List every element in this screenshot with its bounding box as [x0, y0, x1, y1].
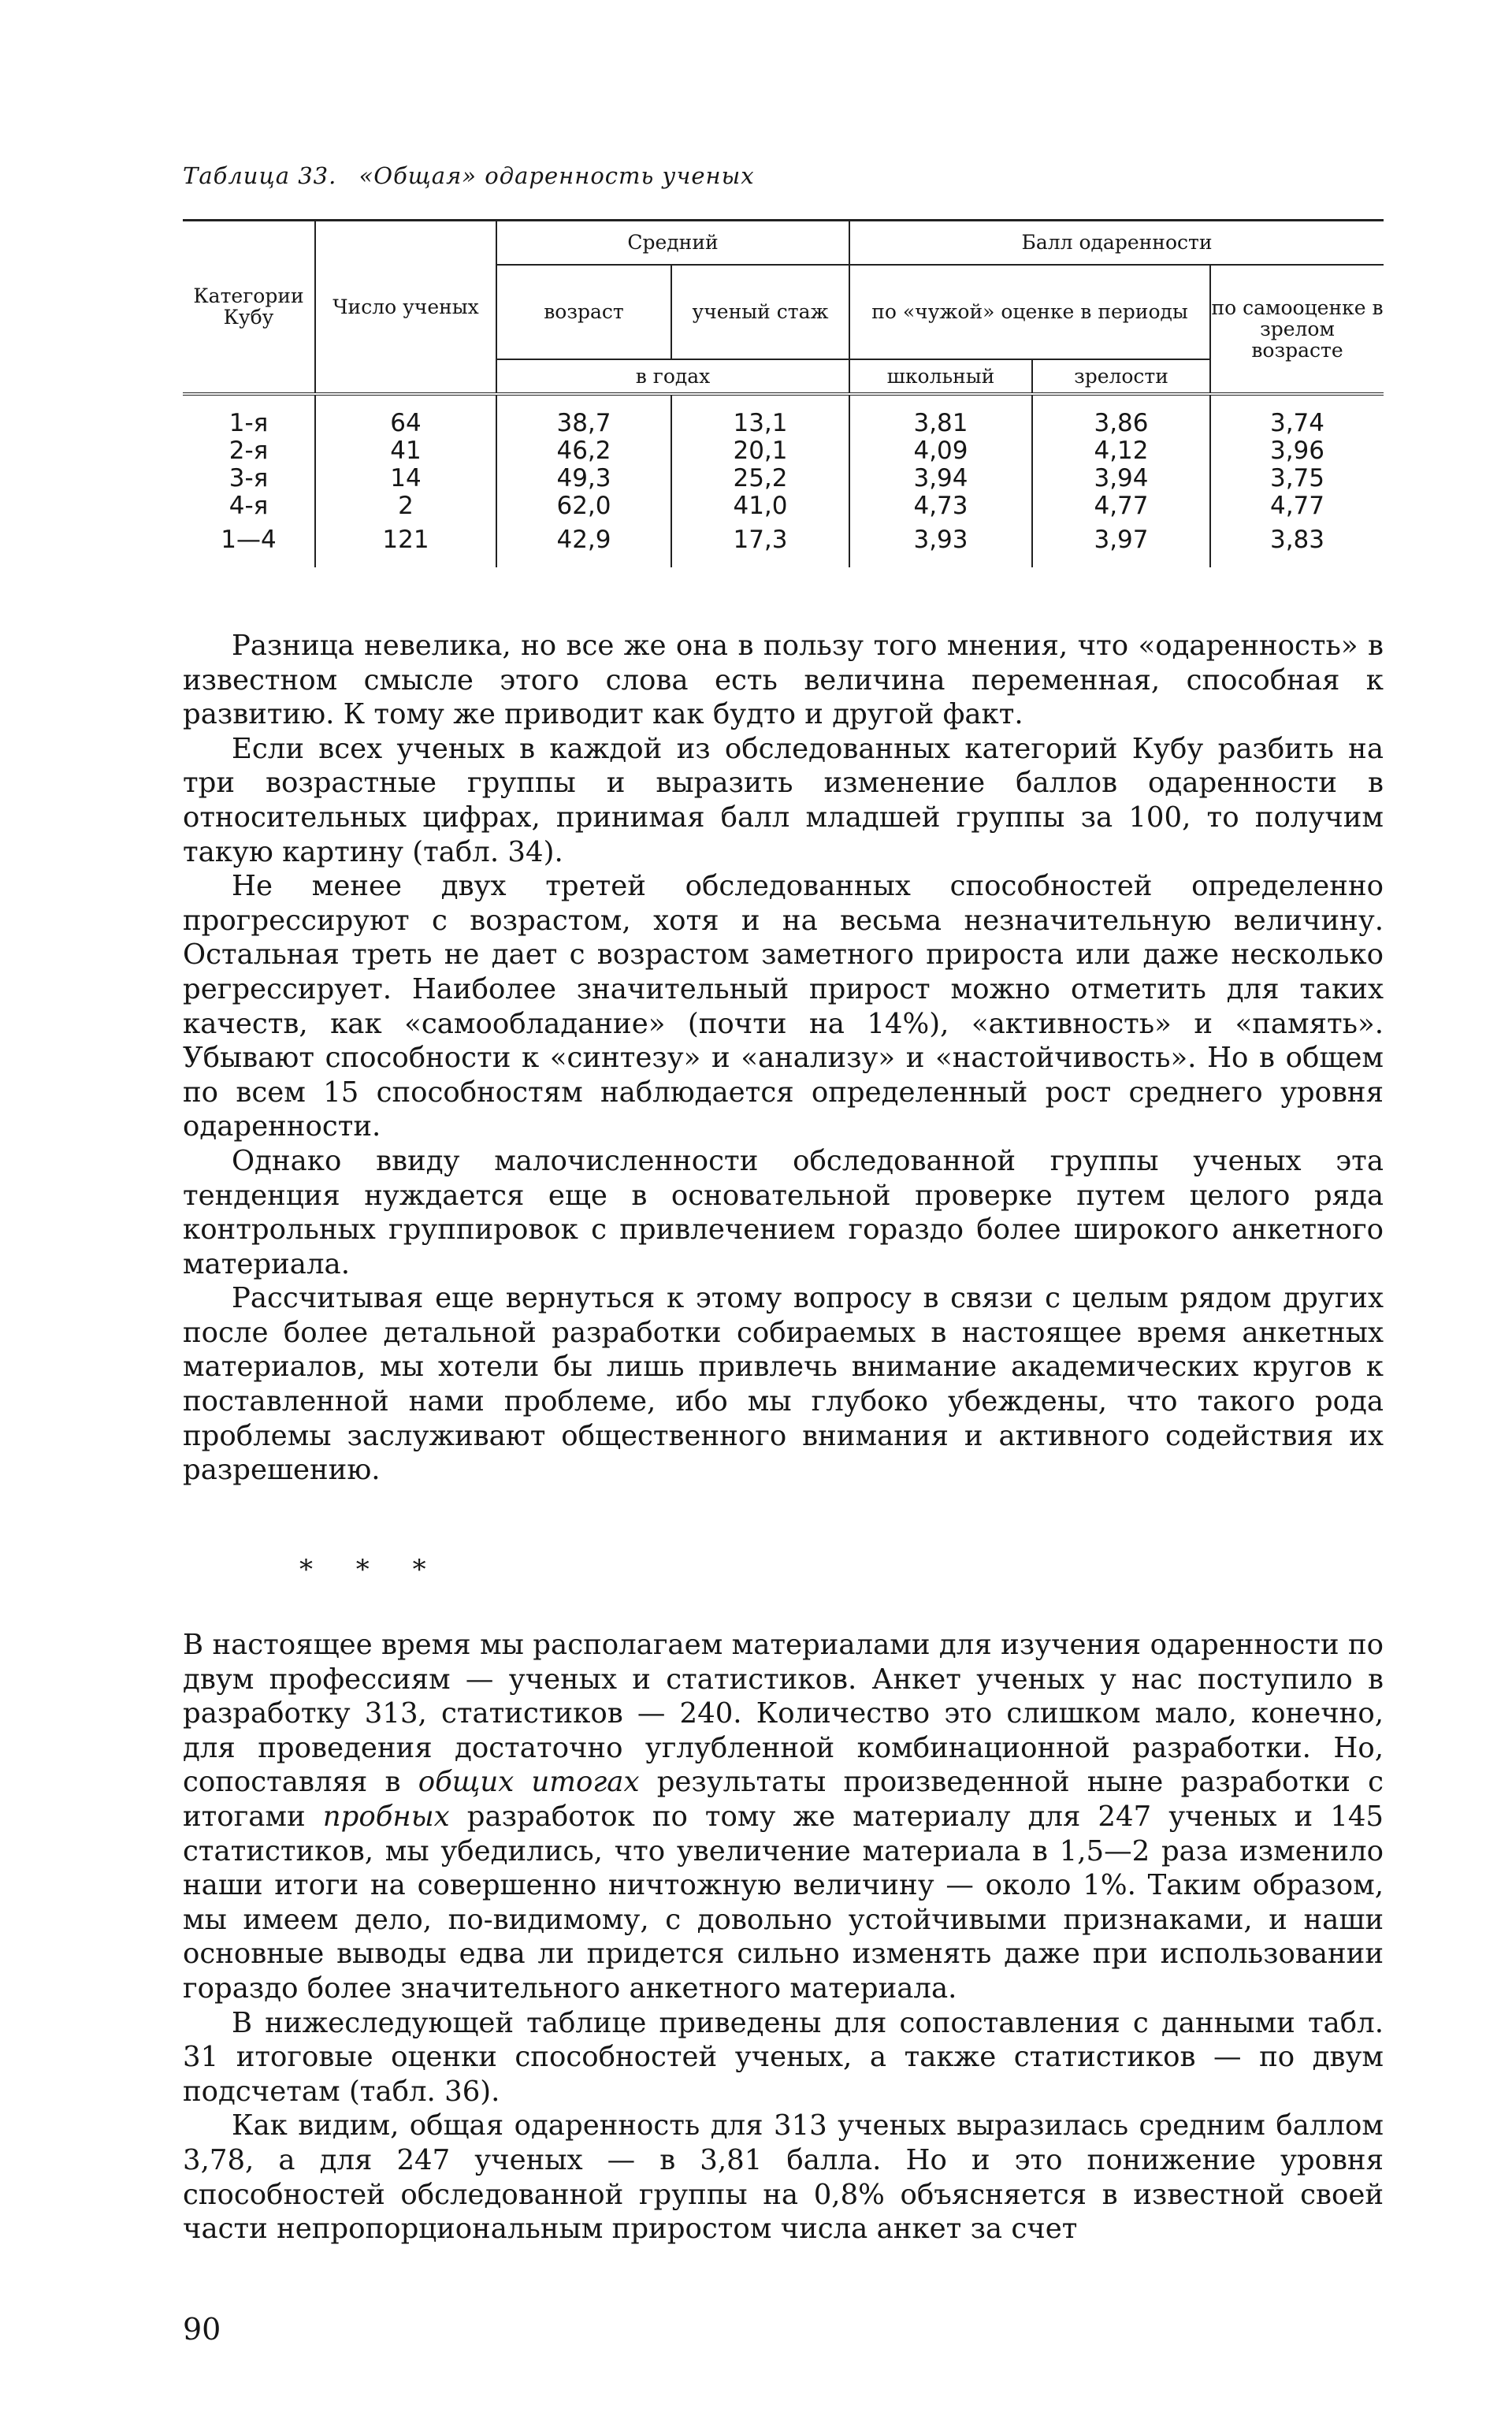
header-tenure: ученый стаж	[671, 265, 849, 359]
cell-school: 3,93	[849, 520, 1032, 567]
text-run: В настоящее время мы располагаем материалами для изучения одаренности по двум профессиям — ученых и статистиков. Анкет ученых у нас поступило в разработку 313, статистиков — 240. Количество это слишком мало, конечно, для проведения достаточно углубленной комбинационной разработки. Но, сопоставляя в	[183, 1629, 1384, 1799]
table-caption	[183, 162, 755, 189]
cell-tenure: 13,1	[671, 410, 849, 437]
cell-category: 1—4	[221, 525, 277, 554]
paragraph	[183, 1628, 1384, 2006]
cell-mature: 4,12	[1032, 437, 1210, 465]
cell-mature: 3,97	[1032, 520, 1210, 567]
cell-self: 3,74	[1210, 410, 1384, 437]
cell-age: 46,2	[496, 437, 671, 465]
cell-tenure: 20,1	[671, 437, 849, 465]
paragraph: Разница невелика, но все же она в пользу того мнения, что «одаренность» в известном смысле этого слова есть величина переменная, способная к развитию. К тому же приводит как будто и другой факт.	[183, 630, 1384, 731]
cell-tenure: 25,2	[671, 465, 849, 492]
header-self-score: по самооценке в зрелом возрасте	[1210, 265, 1384, 394]
text-block-2	[183, 1628, 1384, 2246]
table-title: «Общая» одаренность ученых	[358, 162, 755, 189]
cell-count: 2	[315, 492, 496, 520]
text-run: результаты произведенной ныне разработки с итогами	[183, 1766, 1384, 1833]
cell-mature: 4,77	[1032, 492, 1210, 520]
header-category: Категории Кубу	[183, 221, 315, 394]
cell-self: 3,96	[1210, 437, 1384, 465]
paragraph: Однако ввиду малочисленности обследованной группы ученых эта тенденция нуждается еще в основательной проверке путем целого ряда контрольных группировок с привлечением гораздо более широкого анкетного материала.	[183, 1144, 1384, 1280]
paragraph: Как видим, общая одаренность для 313 ученых выразилась средним баллом 3,78, а для 247 ученых — в 3,81 балла. Но и это понижение уровня способностей обследованной группы на 0,8% объясняется в известной своей части непропорциональным приростом числа анкет за счет	[183, 2109, 1384, 2246]
page-number: 90	[183, 2312, 221, 2347]
header-age: возраст	[496, 265, 671, 359]
header-count: Число ученых	[315, 221, 496, 394]
table-number: Таблица 33.	[183, 162, 337, 189]
table-row	[183, 437, 1384, 465]
paragraph: Рассчитывая еще вернуться к этому вопросу в связи с целым рядом других после более детальной разработки собираемых в настоящее время анкетных материалов, мы хотели бы лишь привлечь внимание академических кругов к поставленной нами проблеме, ибо мы глубоко убеждены, что такого рода проблемы заслуживают общественного внимания и активного содействия их разрешению.	[183, 1282, 1384, 1487]
table-row	[183, 465, 1384, 492]
cell-age: 38,7	[496, 410, 671, 437]
emphasis: общих итогах	[418, 1766, 640, 1799]
cell-count: 41	[315, 437, 496, 465]
cell-mature: 3,94	[1032, 465, 1210, 492]
table-33	[183, 219, 1384, 567]
cell-school: 4,73	[849, 492, 1032, 520]
cell-self: 3,83	[1210, 520, 1384, 567]
cell-school: 4,09	[849, 437, 1032, 465]
section-separator: * * *	[299, 1554, 444, 1585]
text-block-1	[183, 629, 1384, 1488]
cell-school: 3,94	[849, 465, 1032, 492]
cell-mature: 3,86	[1032, 410, 1210, 437]
cell-count: 14	[315, 465, 496, 492]
cell-age: 42,9	[496, 520, 671, 567]
cell-category: 3-я	[228, 463, 269, 492]
table-row	[183, 492, 1384, 520]
paragraph: В нижеследующей таблице приведены для сопоставления с данными табл. 31 итоговые оценки способностей ученых, а также статистиков — по двум подсчетам (табл. 36).	[183, 2006, 1384, 2108]
header-average: Средний	[496, 221, 849, 265]
header-foreign-score: по «чужой» оценке в периоды	[849, 265, 1210, 359]
paragraph: Если всех ученых в каждой из обследованных категорий Кубу разбить на три возрастные группы и выразить изменение баллов одаренности в относительных цифрах, принимая балл младшей группы за 100, то получим такую картину (табл. 34).	[183, 732, 1384, 868]
cell-count: 64	[315, 410, 496, 437]
cell-self: 4,77	[1210, 492, 1384, 520]
header-mature: зрелости	[1032, 359, 1210, 394]
cell-count: 121	[315, 520, 496, 567]
header-score: Балл одаренности	[849, 221, 1384, 265]
table-row	[183, 410, 1384, 437]
emphasis: пробных	[322, 1800, 450, 1833]
cell-age: 49,3	[496, 465, 671, 492]
paragraph: Не менее двух третей обследованных способностей определенно прогрессируют с возрастом, хотя и на весьма незначительную величину. Остальная треть не дает с возрастом заметного прироста или даже несколько регрессирует. Наиболее значительный прирост можно отметить для таких качеств, как «самообладание» (почти на 14%), «активность» и «память». Убывают способности к «синтезу» и «анализу» и «настойчивость». Но в общем по всем 15 способностям наблюдается определенный рост среднего уровня одаренности.	[183, 870, 1384, 1143]
cell-tenure: 17,3	[671, 520, 849, 567]
cell-category: 2-я	[228, 436, 269, 465]
cell-age: 62,0	[496, 492, 671, 520]
cell-school: 3,81	[849, 410, 1032, 437]
header-in-years: в годах	[496, 359, 849, 394]
cell-category: 1-я	[228, 408, 269, 437]
text-run: разработок по тому же материалу для 247 ученых и 145 статистиков, мы убедились, что увеличение материала в 1,5—2 раза изменило наши итоги на совершенно ничтожную величину — около 1%. Таким образом, мы имеем дело, по-видимому, с довольно устойчивыми признаками, и наши основные выводы едва ли придется сильно изменять даже при использовании гораздо более значительного анкетного материала.	[183, 1800, 1384, 2005]
cell-category: 4-я	[228, 491, 269, 520]
table-row-total	[183, 520, 1384, 567]
cell-self: 3,75	[1210, 465, 1384, 492]
cell-tenure: 41,0	[671, 492, 849, 520]
header-school: школьный	[849, 359, 1032, 394]
